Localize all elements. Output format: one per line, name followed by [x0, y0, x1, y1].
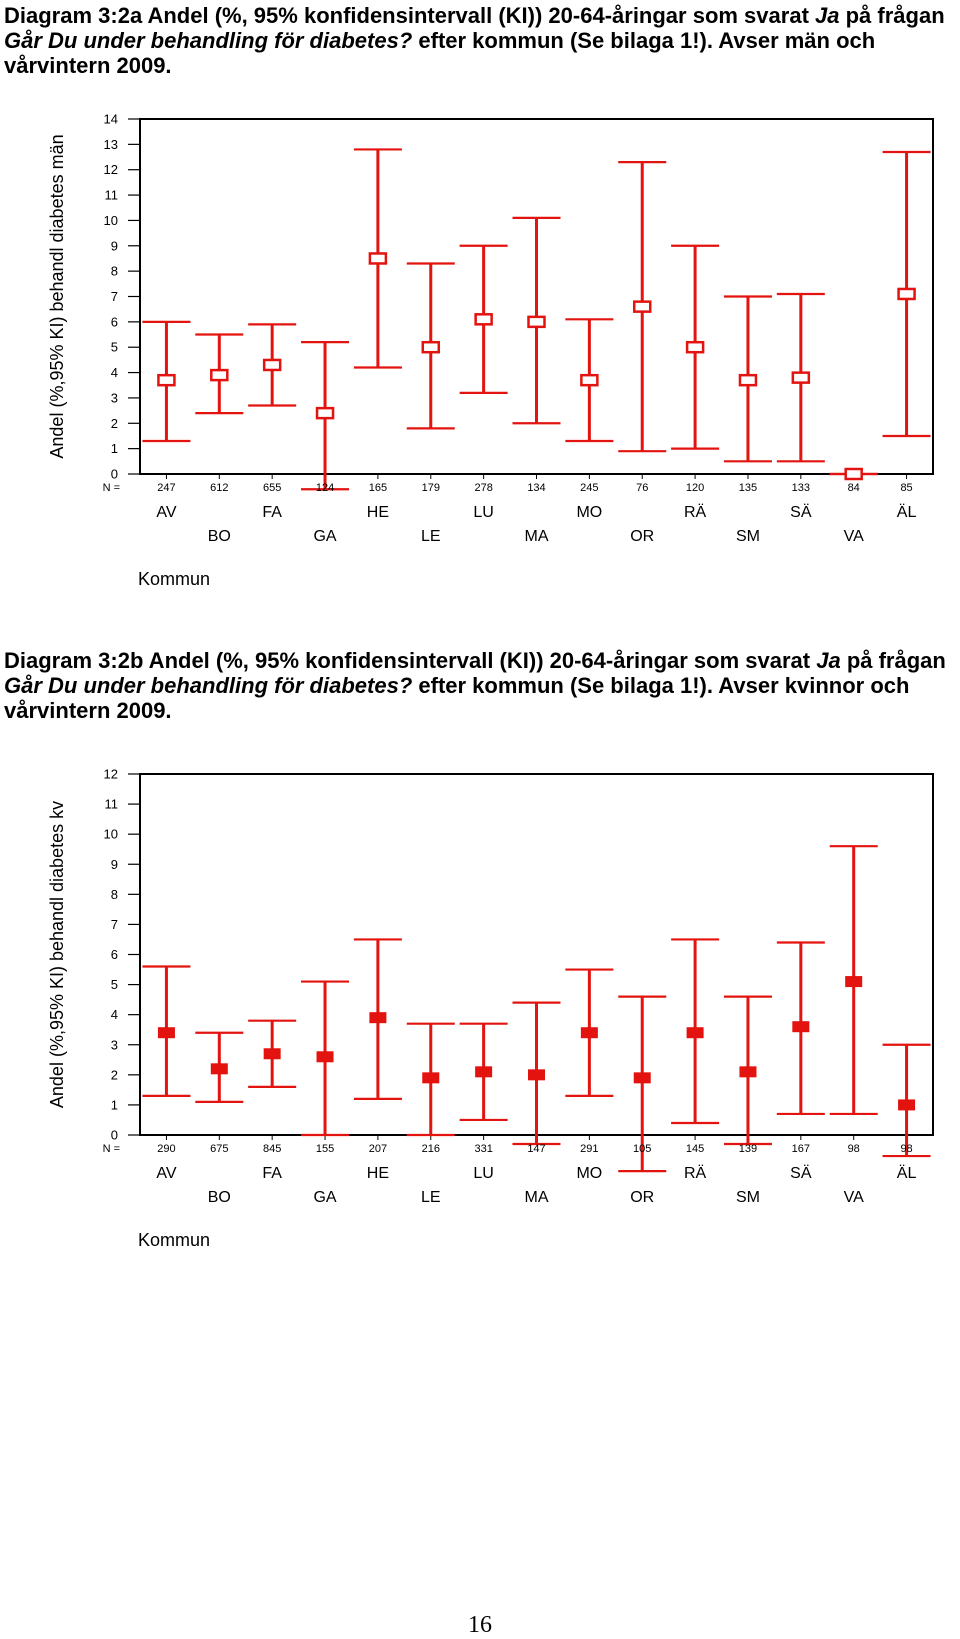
- category-label: MO: [576, 504, 603, 521]
- y-tick-label: 0: [110, 466, 118, 482]
- chart-women: [0, 755, 960, 1255]
- category-label: LE: [420, 1189, 441, 1206]
- chart-men: [0, 100, 960, 600]
- heading-b-prefix: Diagram 3:2b Andel (%, 95% konfidensintervall (KI)) 20-64-åringar som svarat: [4, 648, 817, 673]
- n-value: 179: [421, 482, 440, 494]
- category-label: BO: [207, 1189, 231, 1206]
- point-marker: [317, 408, 333, 418]
- n-value: 76: [636, 482, 649, 494]
- category-label: LU: [473, 1165, 494, 1182]
- point-marker: [846, 977, 862, 987]
- point-marker: [793, 1022, 809, 1032]
- category-label: MO: [576, 1165, 603, 1182]
- y-tick-label: 5: [110, 977, 118, 993]
- heading-a-emph2: Går Du under behandling för diabetes?: [4, 28, 413, 53]
- n-value: 85: [900, 482, 913, 494]
- point-marker: [634, 302, 650, 312]
- y-tick-label: 5: [110, 339, 118, 355]
- point-marker: [370, 1013, 386, 1023]
- y-tick-label: 10: [103, 826, 118, 842]
- heading-a-mid: på frågan: [839, 3, 945, 28]
- point-marker: [476, 314, 492, 324]
- heading-a-emph1: Ja: [815, 3, 840, 28]
- n-value: 845: [262, 1143, 282, 1155]
- category-label: GA: [313, 1189, 337, 1206]
- heading-b-emph2: Går Du under behandling för diabetes?: [4, 673, 413, 698]
- n-value: 120: [685, 482, 705, 494]
- category-label: MA: [524, 528, 549, 545]
- n-value: 105: [633, 1143, 652, 1155]
- y-tick-label: 3: [110, 390, 118, 406]
- category-label: HE: [366, 1165, 390, 1182]
- n-value: 124: [315, 482, 335, 494]
- n-value: 278: [474, 482, 493, 494]
- y-tick-label: 12: [103, 162, 118, 178]
- heading-a-suffix: efter kommun (Se bilaga 1!). Avser män och vårvintern 2009.: [4, 28, 876, 78]
- point-marker: [846, 469, 862, 479]
- point-marker: [211, 1064, 227, 1074]
- n-value: 145: [685, 1143, 705, 1155]
- category-label: VA: [843, 528, 864, 545]
- n-value: 84: [847, 482, 860, 494]
- category-label: LU: [473, 504, 494, 521]
- category-label: SM: [735, 528, 760, 545]
- point-marker: [740, 1067, 756, 1077]
- point-marker: [899, 289, 915, 299]
- point-marker: [687, 342, 703, 352]
- heading-b-mid: på frågan: [840, 648, 946, 673]
- point-marker: [740, 375, 756, 385]
- n-value: 291: [580, 1143, 599, 1155]
- n-value: 147: [527, 1143, 546, 1155]
- point-marker: [211, 370, 227, 380]
- point-marker: [687, 1028, 703, 1038]
- heading-b-suffix: efter kommun (Se bilaga 1!). Avser kvinnor och vårvintern 2009.: [4, 673, 910, 723]
- category-label: ÄL: [896, 504, 917, 521]
- n-value: 167: [791, 1143, 811, 1155]
- n-value: 290: [157, 1143, 176, 1155]
- category-label: FA: [262, 1165, 282, 1182]
- y-tick-label: 13: [103, 136, 118, 152]
- y-tick-label: 2: [110, 1067, 118, 1083]
- y-tick-label: 8: [110, 886, 118, 902]
- y-tick-label: 14: [103, 111, 118, 127]
- category-label: SM: [735, 1189, 760, 1206]
- n-value: 247: [157, 482, 176, 494]
- category-label: SÄ: [790, 504, 812, 521]
- y-axis-label: Andel (%,95% KI) behandl diabetes män: [47, 134, 67, 459]
- y-tick-label: 6: [110, 314, 118, 330]
- heading-b-emph1: Ja: [816, 648, 841, 673]
- point-marker: [158, 375, 174, 385]
- point-marker: [317, 1052, 333, 1062]
- category-label: BO: [207, 528, 231, 545]
- point-marker: [529, 317, 545, 327]
- n-value: 165: [368, 482, 388, 494]
- point-marker: [423, 1073, 439, 1083]
- n-value: 134: [527, 482, 546, 494]
- category-label: AV: [156, 504, 177, 521]
- n-label: N =: [102, 1143, 120, 1155]
- point-marker: [899, 1100, 915, 1110]
- y-tick-label: 8: [110, 263, 118, 279]
- x-axis-label: Kommun: [138, 1230, 211, 1250]
- category-label: FA: [262, 504, 282, 521]
- n-label: N =: [102, 482, 120, 494]
- point-marker: [476, 1067, 492, 1077]
- n-value: 216: [421, 1143, 440, 1155]
- n-value: 207: [368, 1143, 388, 1155]
- n-value: 612: [210, 482, 229, 494]
- y-tick-label: 7: [110, 916, 118, 932]
- category-label: AV: [156, 1165, 177, 1182]
- category-label: ÄL: [896, 1165, 917, 1182]
- y-tick-label: 10: [103, 212, 118, 228]
- n-value: 655: [262, 482, 282, 494]
- point-marker: [423, 342, 439, 352]
- y-tick-label: 0: [110, 1127, 118, 1143]
- point-marker: [634, 1073, 650, 1083]
- y-tick-label: 4: [110, 365, 118, 381]
- category-label: RÄ: [683, 504, 707, 521]
- point-marker: [264, 360, 280, 370]
- point-marker: [370, 253, 386, 263]
- n-value: 98: [900, 1143, 913, 1155]
- category-label: HE: [366, 504, 390, 521]
- category-label: VA: [843, 1189, 864, 1206]
- category-label: SÄ: [790, 1165, 812, 1182]
- n-value: 675: [210, 1143, 229, 1155]
- x-axis-label: Kommun: [138, 569, 211, 589]
- point-marker: [529, 1070, 545, 1080]
- category-label: MA: [524, 1189, 549, 1206]
- n-value: 155: [315, 1143, 335, 1155]
- point-marker: [581, 375, 597, 385]
- point-marker: [793, 373, 809, 383]
- page-number: 16: [468, 1612, 492, 1638]
- n-value: 245: [580, 482, 599, 494]
- y-tick-label: 11: [104, 187, 118, 203]
- y-tick-label: 9: [110, 856, 118, 872]
- chart-heading-a: [4, 3, 954, 78]
- n-value: 331: [474, 1143, 493, 1155]
- category-label: OR: [630, 528, 655, 545]
- y-tick-label: 1: [110, 1097, 118, 1113]
- n-value: 139: [738, 1143, 758, 1155]
- point-marker: [264, 1049, 280, 1059]
- y-axis-label: Andel (%,95% KI) behandl diabetes kv: [47, 800, 67, 1109]
- category-label: GA: [313, 528, 337, 545]
- point-marker: [158, 1028, 174, 1038]
- n-value: 135: [738, 482, 758, 494]
- y-tick-label: 7: [110, 289, 118, 304]
- y-tick-label: 9: [110, 238, 118, 254]
- category-label: LE: [420, 528, 441, 545]
- y-tick-label: 6: [110, 947, 118, 962]
- point-marker: [581, 1028, 597, 1038]
- n-value: 133: [791, 482, 811, 494]
- category-label: OR: [630, 1189, 655, 1206]
- y-tick-label: 3: [110, 1037, 118, 1053]
- n-value: 98: [847, 1143, 860, 1155]
- y-tick-label: 1: [110, 441, 118, 457]
- category-label: RÄ: [683, 1165, 707, 1182]
- y-tick-label: 11: [104, 796, 118, 812]
- chart-heading-b: [4, 648, 954, 723]
- y-tick-label: 12: [103, 766, 118, 782]
- y-tick-label: 2: [110, 415, 118, 431]
- heading-a-prefix: Diagram 3:2a Andel (%, 95% konfidensintervall (KI)) 20-64-åringar som svarat: [4, 3, 816, 28]
- y-tick-label: 4: [110, 1007, 118, 1023]
